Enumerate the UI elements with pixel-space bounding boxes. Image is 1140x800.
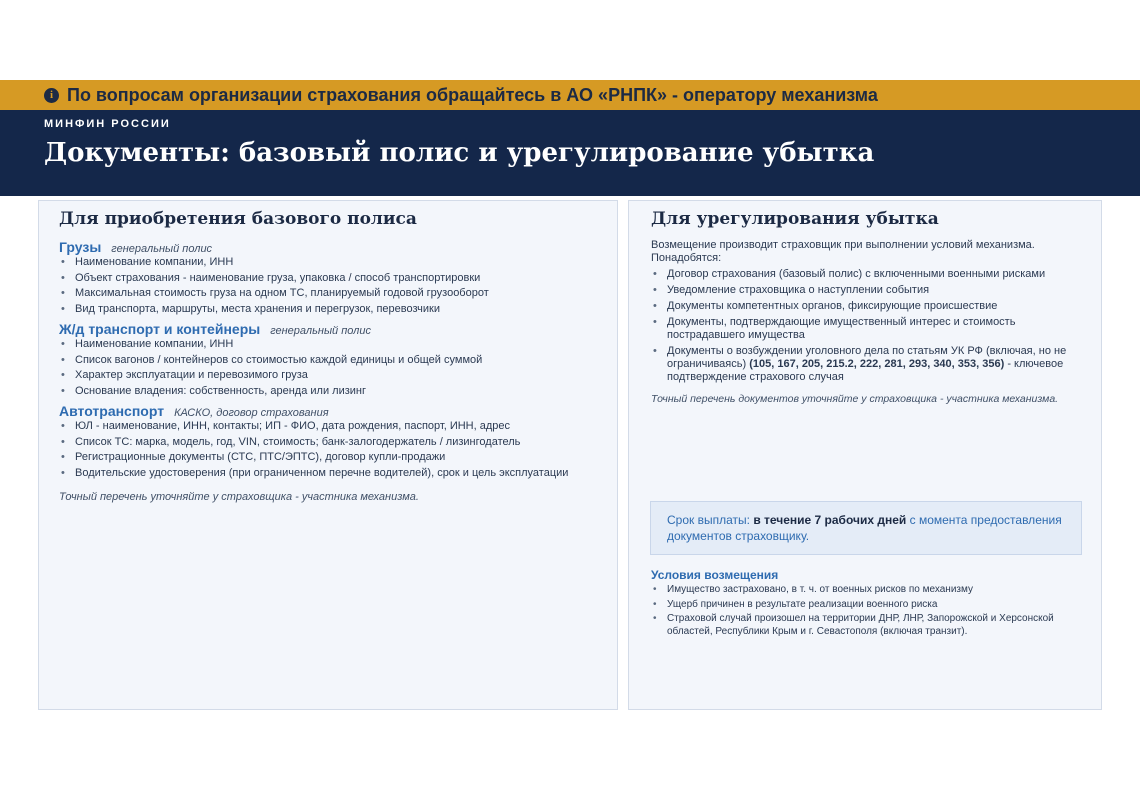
list-item: • Список вагонов / контейнеров со стоимостью каждой единицы и общей суммой [59, 353, 597, 369]
criminal-case-text: Документы о возбуждении уголовного дела по статьям УК РФ (включая, но не ограничиваясь) [667, 345, 1067, 370]
list-item: • Водительские удостоверения (при ограниченном перечне водителей), срок и цель эксплуатации [59, 466, 597, 482]
list-item: • Ущерб причинен в результате реализации военного риска [651, 599, 1081, 612]
footnote: Точный перечень уточняйте у страховщика - участника механизма. [59, 491, 419, 503]
info-icon: i [44, 88, 59, 103]
list-item: • Объект страхования - наименование груза, упаковка / способ транспортировки [59, 271, 597, 287]
section-cargo [59, 239, 597, 317]
section-title: Ж/д транспорт и контейнеры [59, 321, 261, 337]
section-note: генеральный полис [270, 325, 371, 337]
list-item: • Основание владения: собственность, аренда или лизинг [59, 384, 597, 400]
banner-text: По вопросам организации страхования обращайтесь в АО «РНПК» - оператору механизма [67, 84, 878, 105]
list-item: • Имущество застраховано, в т. ч. от военных рисков по механизму [651, 584, 1081, 597]
list-item: • Максимальная стоимость груза на одном ТС, планируемый годовой грузооборот [59, 286, 597, 302]
list-item: • Наименование компании, ИНН [59, 337, 597, 353]
info-banner [0, 80, 1140, 110]
list-item: • Документы, подтверждающие имущественный интерес и стоимость пострадавшего имущества [651, 316, 1079, 342]
criminal-case-suffix: - ключевое подтверждение страхового случая [667, 358, 1064, 383]
list-item: • Договор страхования (базовый полис) с включенными военными рисками [651, 268, 1079, 281]
card-title: Для урегулирования убытка [651, 209, 939, 229]
list-item: • Список ТС: марка, модель, год, VIN, стоимость; банк-залогодержатель / лизингодатель [59, 435, 597, 451]
page-title: Документы: базовый полис и урегулирование убытка [44, 138, 875, 168]
list-item: • Наименование компании, ИНН [59, 255, 597, 271]
section-title: Грузы [59, 239, 102, 255]
section-note: КАСКО, договор страхования [174, 407, 329, 419]
list-item: • Уведомление страховщика о наступлении события [651, 284, 1079, 297]
compensation-conditions [651, 568, 1081, 640]
section-title: Автотранспорт [59, 403, 165, 419]
document-list [651, 268, 1079, 384]
conditions-title: Условия возмещения [651, 568, 779, 582]
purchase-policy-card [38, 200, 618, 710]
section-note: генеральный полис [111, 243, 213, 255]
list-item: • Документы компетентных органов, фиксирующие происшествие [651, 300, 1079, 313]
list-item-criminal-case [651, 345, 1079, 384]
list-item: • Регистрационные документы (СТС, ПТС/ЭПТС), договор купли-продажи [59, 450, 597, 466]
claim-settlement-card [628, 200, 1102, 710]
payout-rest: с момента предоставления документов страховщику. [667, 513, 1062, 543]
card-title: Для приобретения базового полиса [59, 209, 417, 229]
footnote: Точный перечень документов уточняйте у страховщика - участника механизма. [651, 393, 1059, 405]
ministry-label: МИНФИН РОССИИ [44, 118, 171, 130]
section-auto [59, 403, 597, 481]
conditions-list [651, 584, 1081, 638]
list-item: • Вид транспорта, маршруты, места хранения и перегрузок, перевозчики [59, 302, 597, 318]
payout-term-box [650, 501, 1082, 555]
payout-term: в течение 7 рабочих дней [753, 513, 907, 527]
intro-text: Возмещение производит страховщик при выполнении условий механизма. Понадобятся: [651, 239, 1035, 264]
section-railway [59, 321, 597, 399]
list-item: • ЮЛ - наименование, ИНН, контакты; ИП - ФИО, дата рождения, паспорт, ИНН, адрес [59, 419, 597, 435]
list-item: • Характер эксплуатации и перевозимого груза [59, 368, 597, 384]
payout-label: Срок выплаты: [667, 513, 750, 527]
document-list [59, 255, 597, 317]
page-header [0, 110, 1140, 196]
criminal-articles: (105, 167, 205, 215.2, 222, 281, 293, 340, 353, 356) [749, 358, 1005, 370]
list-item: • Страховой случай произошел на территории ДНР, ЛНР, Запорожской и Херсонской областей, Республики Крым и г. Севастополя (включая транзит). [651, 613, 1081, 638]
document-list [59, 337, 597, 399]
document-list [59, 419, 597, 481]
